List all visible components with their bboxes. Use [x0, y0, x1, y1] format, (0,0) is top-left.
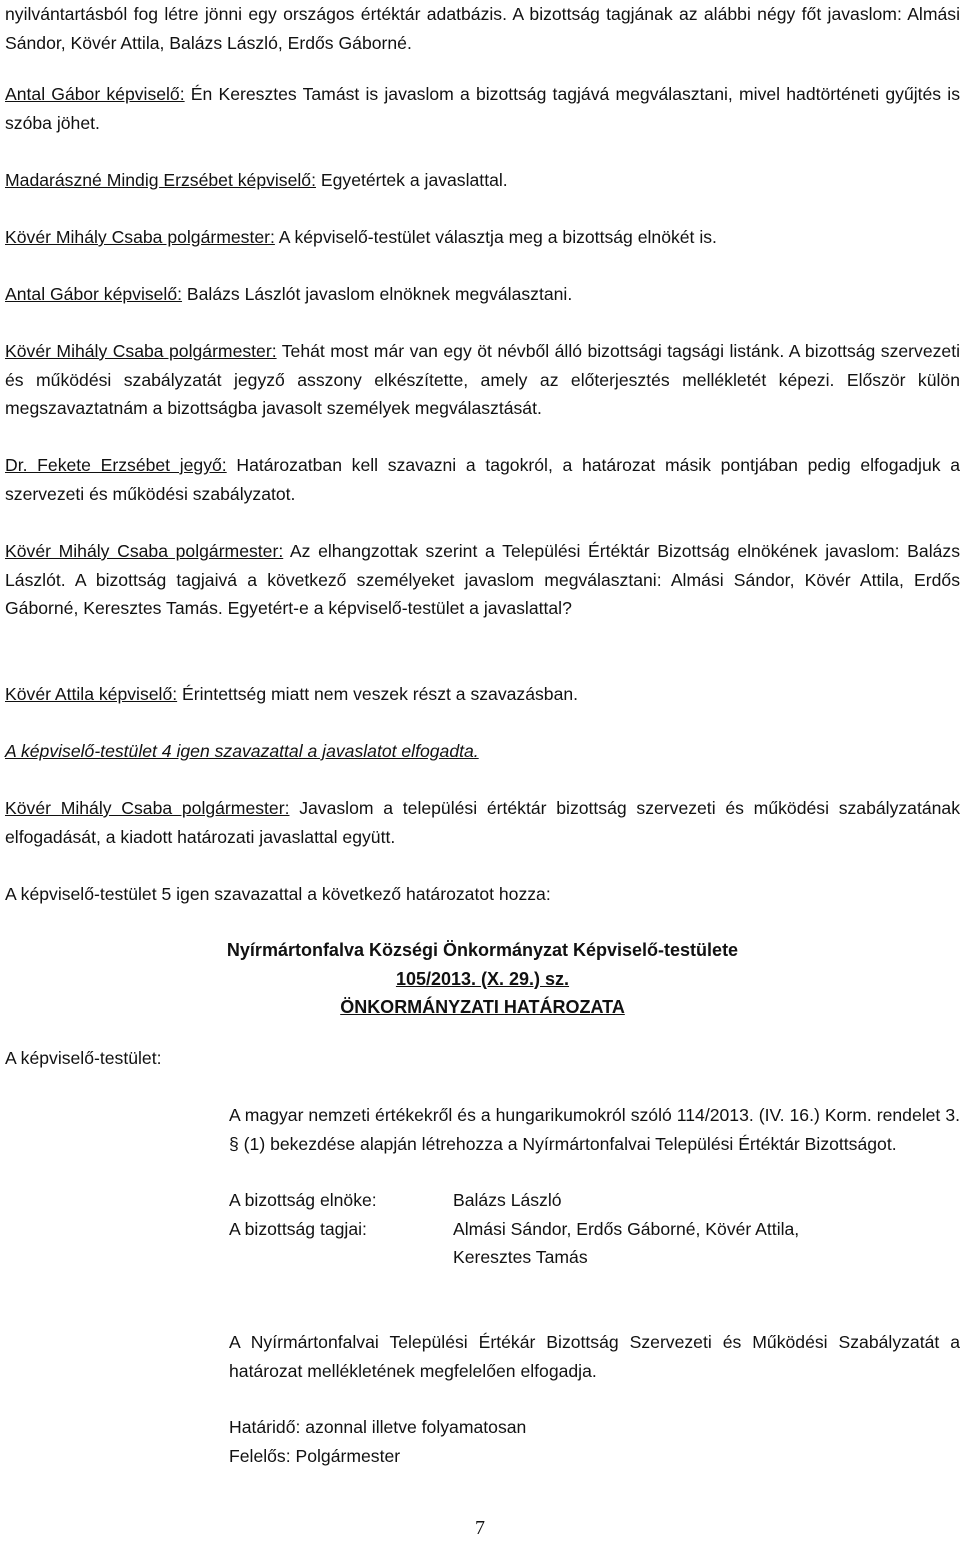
chair-value: Balázs László	[453, 1190, 562, 1210]
speech-text: Az elhangzottak szerint a Települési Értéktár Bizottság elnökének javaslom: Balázs Lászlót. A bizottság tagjaivá a következő személyeket javaslom megválasztani: Almási Sándor, Kövér Attila, Erdős Gáborné, Keresztes Tamás. Egyetért-e a képviselő-testület a javaslattal?	[5, 541, 960, 619]
paragraph-kover-attila	[5, 680, 960, 709]
committee-members-row-cont	[229, 1243, 960, 1272]
speech-text: Határozatban kell szavazni a tagokról, a határozat másik pontjában pedig elfogadjuk a szervezeti és működési szabályzatot.	[5, 455, 960, 504]
speaker-name: Kövér Mihály Csaba polgármester:	[5, 798, 290, 818]
speech-text: Tehát most már van egy öt névből álló bizottsági tagsági listánk. A bizottság szervezeti és működési szabályzatát jegyző asszony elkészítette, amely az előterjesztés mellékletét képezi. Először külön megszavaztatnám a bizottságba javasolt személyek megválasztását.	[5, 341, 960, 419]
paragraph-text: nyilvántartásból fog létre jönni egy országos értéktár adatbázis. A bizottság tagjának az alábbi négy főt javaslom: Almási Sándor, Kövér Attila, Balázs László, Erdős Gáborné.	[5, 4, 960, 53]
paragraph-mayor-1	[5, 223, 960, 252]
speaker-name: Antal Gábor képviselő:	[5, 84, 185, 104]
chair-label: A bizottság elnöke:	[229, 1190, 377, 1210]
speech-text: Javaslom a települési értéktár bizottság szervezeti és működési szabályzatának elfogadását, a kiadott határozati javaslattal együtt.	[5, 798, 960, 847]
paragraph-madaraszne	[5, 166, 960, 195]
committee-chair-row	[229, 1186, 960, 1215]
vote-result-2	[5, 880, 960, 909]
resolution-title: ÖNKORMÁNYZATI HATÁROZATA	[340, 997, 625, 1018]
members-label: A bizottság tagjai:	[229, 1218, 367, 1239]
paragraph-mayor-3	[5, 537, 960, 623]
speaker-name: Kövér Attila képviselő:	[5, 684, 178, 704]
speaker-name: Kövér Mihály Csaba polgármester:	[5, 341, 277, 361]
vote-result-text: A képviselő-testület 5 igen szavazattal a következő határozatot hozza:	[5, 884, 551, 904]
responsible-text: Felelős: Polgármester	[229, 1445, 401, 1466]
resolution-number: 105/2013. (X. 29.) sz.	[395, 968, 570, 989]
speech-text: Én Keresztes Tamást is javaslom a bizottság tagjává megválasztani, mivel hadtörténeti gyűjtés is szóba jöhet.	[5, 84, 960, 133]
speaker-name: Antal Gábor képviselő:	[5, 284, 183, 304]
members-value-line1: Almási Sándor, Erdős Gáborné, Kövér Attila,	[453, 1218, 800, 1239]
paragraph-intro	[5, 0, 960, 57]
paragraph-mayor-2	[5, 337, 960, 423]
resolution-para-2	[229, 1328, 960, 1385]
speaker-name: Dr. Fekete Erzsébet jegyő:	[5, 455, 227, 475]
paragraph-jegyzo	[5, 451, 960, 508]
deadline-text: Határidő: azonnal illetve folyamatosan	[229, 1417, 527, 1437]
paragraph-mayor-4	[5, 794, 960, 851]
resolution-heading	[5, 936, 960, 1022]
paragraph-antal-2	[5, 280, 960, 309]
committee-members-row	[229, 1215, 960, 1244]
resolution-heading-council: Nyírmártonfalva Községi Önkormányzat Képviselő-testülete	[226, 940, 739, 960]
resolution-body-label	[5, 1044, 960, 1073]
resolution-deadline-block	[229, 1413, 960, 1470]
paragraph-antal-1	[5, 80, 960, 137]
resolution-para-text: A Nyírmártonfalvai Települési Értékár Bizottság Szervezeti és Működési Szabályzatát a határozat mellékletének megfelelően elfogadja.	[229, 1332, 960, 1381]
resolution-para-text: A magyar nemzeti értékekről és a hungarikumokról szóló 114/2013. (IV. 16.) Korm. rendelet 3. § (1) bekezdése alapján létrehozza a Nyírmártonfalvai Települési Értéktár Bizottságot.	[229, 1105, 960, 1154]
speech-text: Egyetértek a javaslattal.	[315, 170, 508, 190]
speech-text: Érintettség miatt nem veszek részt a szavazásban.	[177, 684, 579, 704]
speech-text: Balázs Lászlót javaslom elnöknek megválasztani.	[182, 284, 573, 304]
speaker-name: Madarászné Mindig Erzsébet képviselő:	[5, 170, 316, 190]
speaker-name: Kövér Mihály Csaba polgármester:	[5, 541, 284, 561]
resolution-heading-title-wrap	[5, 993, 960, 1022]
vote-result-1	[5, 737, 960, 766]
resolution-heading-number-wrap	[5, 965, 960, 994]
speaker-name: Kövér Mihály Csaba polgármester:	[5, 227, 275, 247]
body-label-text: A képviselő-testület:	[5, 1048, 162, 1068]
resolution-para-1	[229, 1101, 960, 1158]
vote-result-text: A képviselő-testület 4 igen szavazattal a javaslatot elfogadta.	[5, 741, 479, 761]
committee-listing	[229, 1186, 960, 1272]
speech-text: A képviselő-testület választja meg a bizottság elnökét is.	[274, 227, 717, 247]
members-value-line2: Keresztes Tamás	[453, 1247, 588, 1268]
page-number: 7	[475, 1517, 485, 1539]
